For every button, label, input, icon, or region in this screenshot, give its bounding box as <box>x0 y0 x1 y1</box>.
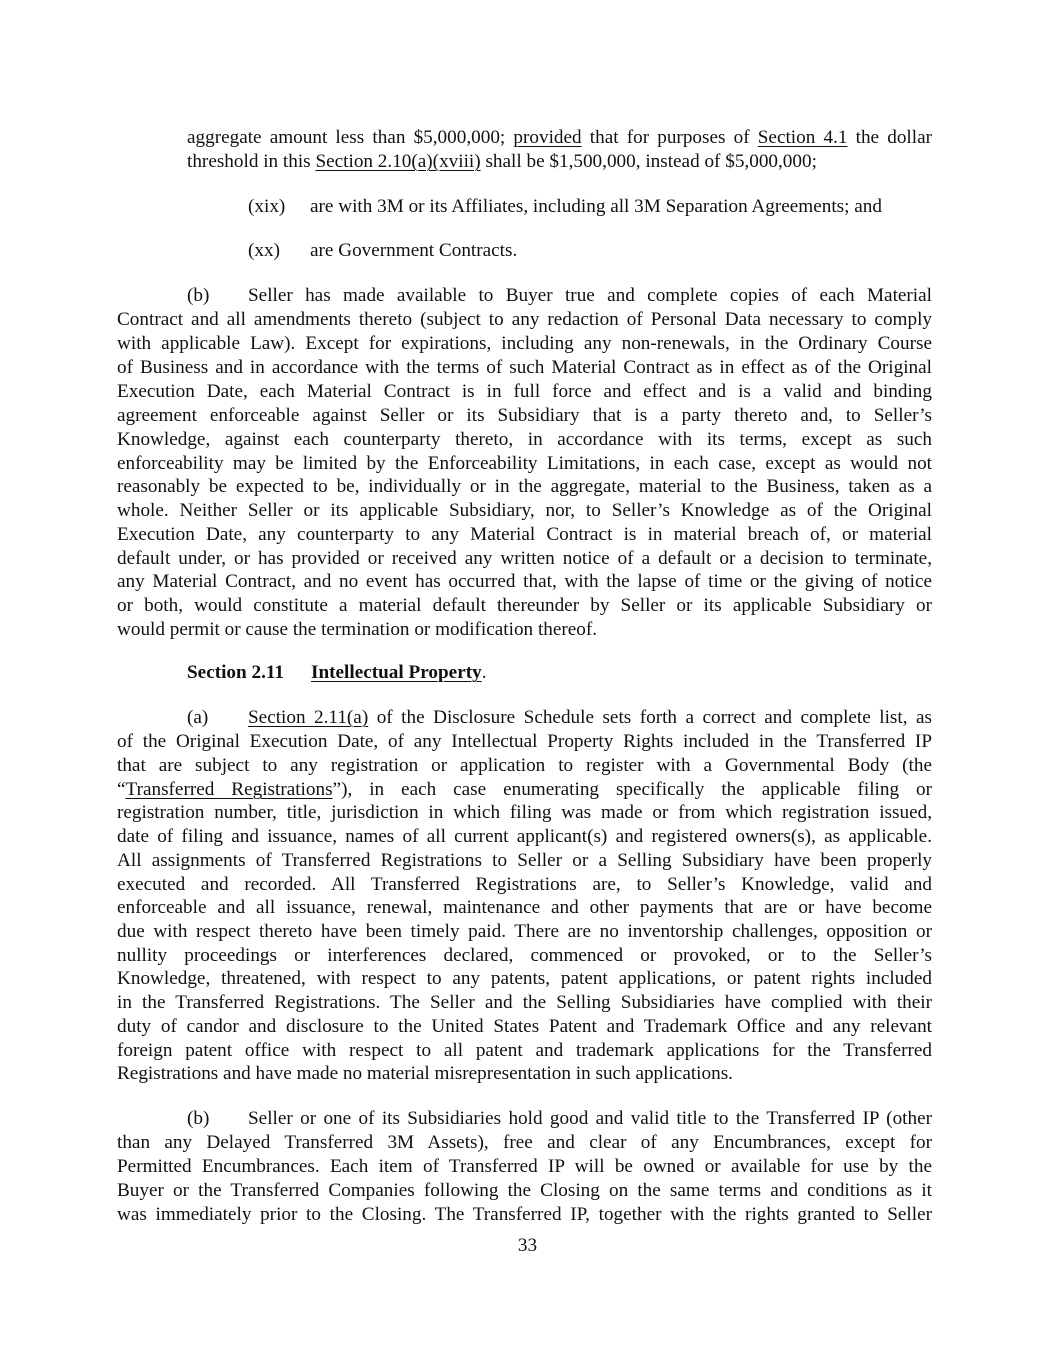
text-run: ”), in each case enumerating specifically the applicable filing or <box>332 779 932 800</box>
para-a-ip-line-0 <box>187 706 932 730</box>
para-line: Knowledge, against each counterparty thereto, in accordance with its terms, except as such <box>117 429 932 450</box>
para-line: executed and recorded. All Transferred Registrations are, to Seller’s Knowledge, valid and <box>117 874 932 895</box>
paragraph-label: (a) <box>187 707 209 728</box>
list-item-text: are with 3M or its Affiliates, including all 3M Separation Agreements; and <box>310 196 882 217</box>
list-item-label: (xx) <box>248 240 280 261</box>
open-quote: “ <box>117 779 126 800</box>
para-line: any Material Contract, and no event has occurred that, with the lapse of time or the giving of notice <box>117 571 932 592</box>
para-line: due with respect thereto have been timely paid. There are no inventorship challenges, opposition or <box>117 921 932 942</box>
text-line: Seller has made available to Buyer true and complete copies of each Material <box>248 285 932 306</box>
para-line: than any Delayed Transferred 3M Assets), free and clear of any Encumbrances, except for <box>117 1132 932 1153</box>
text-run: shall be $1,500,000, instead of $5,000,000; <box>480 151 817 172</box>
para-line: with applicable Law). Except for expirations, including any non-renewals, in the Ordinary Course <box>117 333 932 354</box>
para-line: that are subject to any registration or application to register with a Governmental Body (the <box>117 755 932 776</box>
para-line: was immediately prior to the Closing. The Transferred IP, together with the rights granted to Seller <box>117 1204 932 1225</box>
para-line: of the Original Execution Date, of any Intellectual Property Rights included in the Transferred IP <box>117 731 932 752</box>
para-line: Knowledge, threatened, with respect to any patents, patent applications, or patent rights included <box>117 968 932 989</box>
para-line: enforceability may be limited by the Enforceability Limitations, in each case, except as would not <box>117 453 932 474</box>
section-4-1-reference: Section 4.1 <box>757 127 848 148</box>
para-line-last: would permit or cause the termination or modification thereof. <box>117 619 598 640</box>
para-line: Buyer or the Transferred Companies following the Closing on the same terms and conditions as it <box>117 1180 932 1201</box>
para-line: enforceable and all issuance, renewal, maintenance and other payments that are or have become <box>117 897 932 918</box>
section-heading <box>187 661 487 685</box>
text-run: the dollar <box>847 127 932 148</box>
para-line-defined-term <box>117 778 932 802</box>
para-line: duty of candor and disclosure to the United States Patent and Trademark Office and any relevant <box>117 1016 932 1037</box>
list-item-label: (xix) <box>248 196 286 217</box>
para-line: of Business and in accordance with the terms of such Material Contract as in effect as of the Original <box>117 357 932 378</box>
text-run: threshold in this <box>187 151 316 172</box>
section-2-10-reference: Section 2.10(a)(xviii) <box>315 151 481 172</box>
para-line: default under, or has provided or received any written notice of a default or a decision to terminate, <box>117 548 932 569</box>
para-line: or both, would constitute a material default thereunder by Seller or its applicable Subsidiary or <box>117 595 932 616</box>
section-number: Section 2.11 <box>187 662 285 683</box>
text-run: aggregate amount less than $5,000,000; <box>187 127 514 148</box>
para-line: All assignments of Transferred Registrations to Seller or a Selling Subsidiary have been properly <box>117 850 932 871</box>
para-line: agreement enforceable against Seller or its Subsidiary that is a party thereto and, to Seller’s <box>117 405 932 426</box>
transferred-registrations-term: Transferred Registrations <box>125 779 333 800</box>
section-title-period: . <box>481 662 487 683</box>
text-run: of the Disclosure Schedule sets forth a correct and complete list, as <box>368 707 932 728</box>
page-number: 33 <box>517 1235 538 1256</box>
list-item-xx <box>248 239 517 263</box>
para-line: whole. Neither Seller or its applicable Subsidiary, nor, to Seller’s Knowledge as of the Original <box>117 500 932 521</box>
para-line-last: Registrations and have made no material misrepresentation in such applications. <box>117 1063 733 1084</box>
para-b-material-contracts-line-0 <box>187 284 932 308</box>
para-line: Contract and all amendments thereto (subject to any redaction of Personal Data necessary to comply <box>117 309 932 330</box>
para-line: date of filing and issuance, names of all current applicant(s) and registered owners(s), as applicable. <box>117 826 932 847</box>
section-title: Intellectual Property <box>311 662 482 683</box>
para-b-ip-title-line-0 <box>187 1107 932 1131</box>
para-line: foreign patent office with respect to all patent and trademark applications for the Transferred <box>117 1040 932 1061</box>
continuation-line-2 <box>187 150 817 174</box>
para-line: Execution Date, each Material Contract is in full force and effect and is a valid and binding <box>117 381 932 402</box>
continuation-line-1 <box>187 126 932 150</box>
provided-term: provided <box>513 127 582 148</box>
para-line: reasonably be expected to be, individually or in the aggregate, material to the Business, taken as a <box>117 476 932 497</box>
list-item-xix <box>248 195 882 219</box>
paragraph-label: (b) <box>187 1108 210 1129</box>
paragraph-label: (b) <box>187 285 210 306</box>
para-line: Execution Date, any counterparty to any Material Contract is in material breach of, or material <box>117 524 932 545</box>
para-line: nullity proceedings or interferences declared, commenced or provoked, or to the Seller’s <box>117 945 932 966</box>
para-line: registration number, title, jurisdiction in which filing was made or from which registration issued, <box>117 802 932 823</box>
section-2-11a-reference: Section 2.11(a) <box>248 707 369 728</box>
text-run: that for purposes of <box>581 127 758 148</box>
text-line: Seller or one of its Subsidiaries hold good and valid title to the Transferred IP (other <box>248 1108 932 1129</box>
para-line: Permitted Encumbrances. Each item of Transferred IP will be owned or available for use by the <box>117 1156 932 1177</box>
list-item-text: are Government Contracts. <box>310 240 518 261</box>
para-line: in the Transferred Registrations. The Seller and the Selling Subsidiaries have complied with their <box>117 992 932 1013</box>
